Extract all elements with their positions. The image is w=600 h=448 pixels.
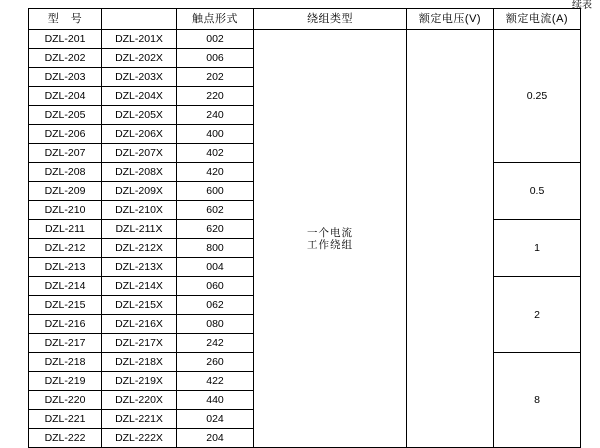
table-row — [29, 30, 581, 49]
cell-contact-form: 602 — [177, 201, 254, 220]
cell-contact-form: 620 — [177, 220, 254, 239]
cell-contact-form: 440 — [177, 391, 254, 410]
cell-rated-current: 0.5 — [494, 163, 581, 220]
cell-model-x: DZL-213X — [102, 258, 177, 277]
cell-model-x: DZL-203X — [102, 68, 177, 87]
cell-model: DZL-209 — [29, 182, 102, 201]
cell-model: DZL-206 — [29, 125, 102, 144]
cell-model-x: DZL-205X — [102, 106, 177, 125]
cell-model: DZL-201 — [29, 30, 102, 49]
cell-rated-current: 2 — [494, 277, 581, 353]
continued-table-label: 续表 — [572, 0, 592, 11]
cell-contact-form: 062 — [177, 296, 254, 315]
cell-contact-form: 220 — [177, 87, 254, 106]
cell-model: DZL-215 — [29, 296, 102, 315]
cell-contact-form: 420 — [177, 163, 254, 182]
header-model-x — [102, 9, 177, 30]
cell-model: DZL-218 — [29, 353, 102, 372]
cell-model-x: DZL-202X — [102, 49, 177, 68]
cell-model-x: DZL-201X — [102, 30, 177, 49]
header-model: 型 号 — [29, 9, 102, 30]
cell-model-x: DZL-210X — [102, 201, 177, 220]
cell-model-x: DZL-204X — [102, 87, 177, 106]
cell-model: DZL-212 — [29, 239, 102, 258]
cell-model: DZL-210 — [29, 201, 102, 220]
cell-contact-form: 422 — [177, 372, 254, 391]
header-winding-type: 绕组类型 — [254, 9, 407, 30]
cell-model-x: DZL-219X — [102, 372, 177, 391]
cell-winding-type — [254, 30, 407, 448]
cell-model: DZL-221 — [29, 410, 102, 429]
cell-model: DZL-205 — [29, 106, 102, 125]
cell-model: DZL-216 — [29, 315, 102, 334]
cell-contact-form: 260 — [177, 353, 254, 372]
cell-model-x: DZL-208X — [102, 163, 177, 182]
cell-model-x: DZL-220X — [102, 391, 177, 410]
header-rated-current: 额定电流(A) — [494, 9, 581, 30]
cell-contact-form: 242 — [177, 334, 254, 353]
cell-model: DZL-217 — [29, 334, 102, 353]
cell-model-x: DZL-222X — [102, 429, 177, 448]
cell-rated-current: 0.25 — [494, 30, 581, 163]
cell-contact-form: 402 — [177, 144, 254, 163]
cell-rated-current: 1 — [494, 220, 581, 277]
cell-model: DZL-208 — [29, 163, 102, 182]
cell-model-x: DZL-216X — [102, 315, 177, 334]
cell-contact-form: 240 — [177, 106, 254, 125]
cell-contact-form: 060 — [177, 277, 254, 296]
cell-model-x: DZL-207X — [102, 144, 177, 163]
cell-model: DZL-219 — [29, 372, 102, 391]
cell-contact-form: 080 — [177, 315, 254, 334]
cell-model: DZL-220 — [29, 391, 102, 410]
cell-contact-form: 004 — [177, 258, 254, 277]
cell-model: DZL-202 — [29, 49, 102, 68]
header-rated-voltage: 额定电压(V) — [407, 9, 494, 30]
cell-contact-form: 600 — [177, 182, 254, 201]
cell-model: DZL-214 — [29, 277, 102, 296]
table-header-row — [29, 9, 581, 30]
cell-contact-form: 204 — [177, 429, 254, 448]
cell-contact-form: 800 — [177, 239, 254, 258]
cell-contact-form: 400 — [177, 125, 254, 144]
cell-model: DZL-222 — [29, 429, 102, 448]
cell-model: DZL-213 — [29, 258, 102, 277]
winding-type-line-2: 工作绕组 — [307, 238, 353, 251]
cell-model-x: DZL-221X — [102, 410, 177, 429]
cell-contact-form: 006 — [177, 49, 254, 68]
cell-model-x: DZL-214X — [102, 277, 177, 296]
cell-model: DZL-207 — [29, 144, 102, 163]
winding-type-line-1: 一个电流 — [307, 226, 353, 239]
cell-model-x: DZL-217X — [102, 334, 177, 353]
cell-model-x: DZL-212X — [102, 239, 177, 258]
cell-model: DZL-211 — [29, 220, 102, 239]
cell-contact-form: 002 — [177, 30, 254, 49]
cell-model-x: DZL-211X — [102, 220, 177, 239]
cell-contact-form: 202 — [177, 68, 254, 87]
cell-contact-form: 024 — [177, 410, 254, 429]
cell-model: DZL-203 — [29, 68, 102, 87]
cell-rated-voltage — [407, 30, 494, 448]
cell-model-x: DZL-206X — [102, 125, 177, 144]
cell-model: DZL-204 — [29, 87, 102, 106]
header-contact-form: 触点形式 — [177, 9, 254, 30]
cell-rated-current: 8 — [494, 353, 581, 448]
cell-model-x: DZL-218X — [102, 353, 177, 372]
cell-model-x: DZL-215X — [102, 296, 177, 315]
specification-table — [28, 8, 581, 448]
cell-model-x: DZL-209X — [102, 182, 177, 201]
